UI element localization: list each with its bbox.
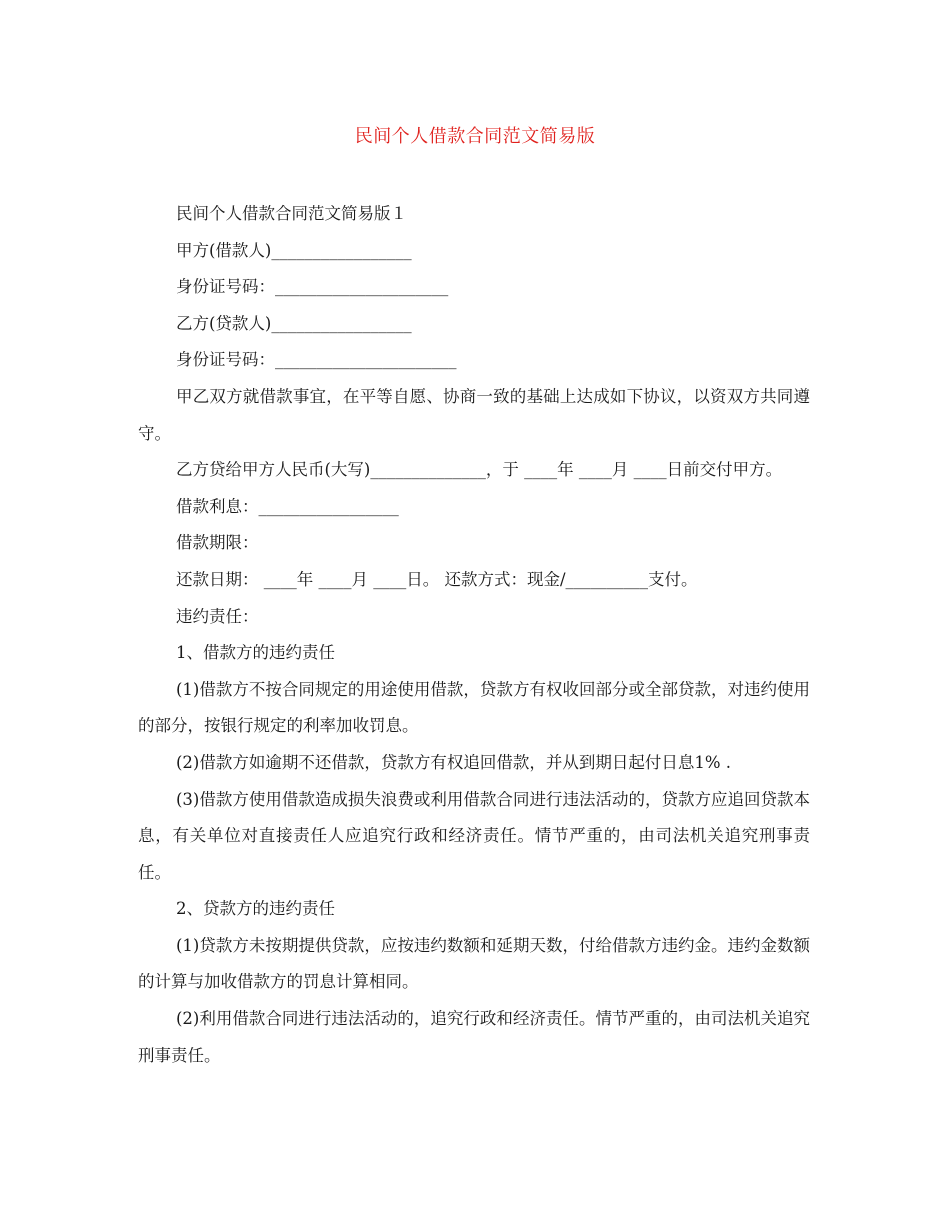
document-body — [138, 196, 810, 1074]
party-b-id-field: 身份证号码：______________________ — [176, 350, 457, 370]
lender-liability-item-2: (2)利用借款合同进行违法活动的，追究行政和经济责任。情节严重的，由司法机关追究刑事责任。 — [138, 1009, 810, 1065]
borrower-liability-item-3: (3)借款方使用借款造成损失浪费或利用借款合同进行违法活动的，贷款方应追回贷款本息，有关单位对直接责任人应追究行政和经济责任。情节严重的，由司法机关追究刑事责任。 — [138, 789, 810, 882]
liability-heading: 违约责任： — [176, 606, 259, 626]
agreement-preamble: 甲乙双方就借款事宜，在平等自愿、协商一致的基础上达成如下协议，以资双方共同遵守。 — [138, 386, 810, 443]
party-a-id-field: 身份证号码：_____________________ — [176, 277, 449, 297]
party-a-field: 甲方(借款人)_________________ — [176, 240, 412, 260]
borrower-liability-item-1: (1)借款方不按合同规定的用途使用借款，贷款方有权收回部分或全部贷款，对违约使用的部分，按银行规定的利率加收罚息。 — [138, 679, 810, 736]
lender-liability-heading: 2、贷款方的违约责任 — [176, 899, 335, 919]
loan-term-field: 借款期限： — [176, 533, 259, 553]
loan-interest-field: 借款利息：_________________ — [176, 496, 399, 516]
borrower-liability-item-2: (2)借款方如逾期不还借款，贷款方有权追回借款，并从到期日起付日息1% . — [176, 752, 732, 772]
document-title: 民间个人借款合同范文简易版 — [354, 126, 596, 147]
repayment-clause: 还款日期： ____年 ____月 ____日。 还款方式：现金/__________支付。 — [176, 569, 698, 589]
loan-amount-clause: 乙方贷给甲方人民币(大写)______________，于 ____年 ____月 ____日前交付甲方。 — [176, 460, 783, 480]
party-b-field: 乙方(贷款人)_________________ — [176, 313, 412, 333]
section-heading: 民间个人借款合同范文简易版１ — [176, 204, 407, 223]
borrower-liability-heading: 1、借款方的违约责任 — [176, 643, 335, 663]
lender-liability-item-1: (1)贷款方未按期提供贷款，应按违约数额和延期天数，付给借款方违约金。违约金数额的计算与加收借款方的罚息计算相同。 — [138, 935, 810, 992]
